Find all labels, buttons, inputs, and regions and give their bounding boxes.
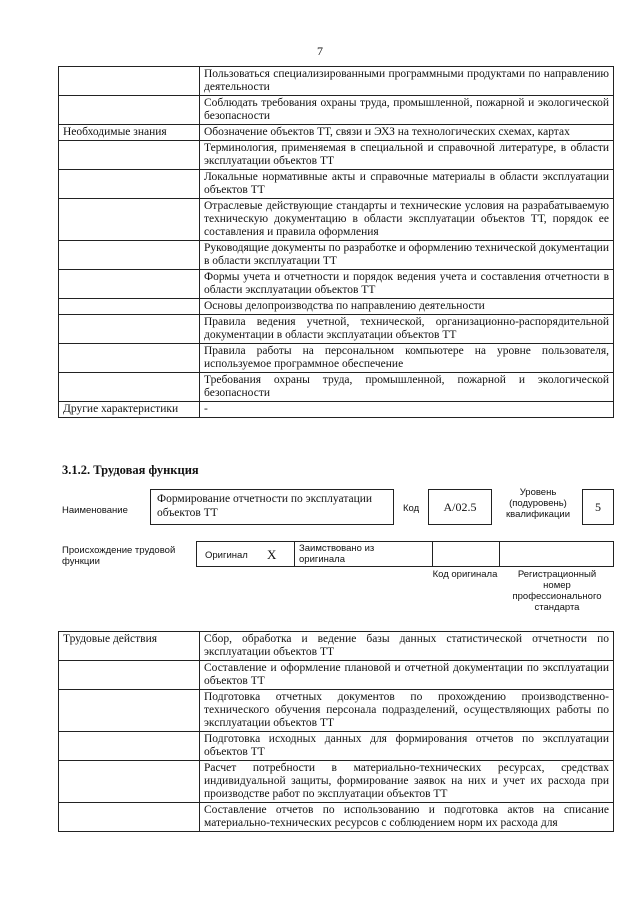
row-text: Расчет потребности в материально-технических ресурсах, средствах индивидуальной защиты, формирование заявок на них и учет их расхода при производстве работ по эксплуатации объектов ТТ: [200, 761, 614, 803]
row-text: -: [200, 402, 614, 418]
row-label: [59, 67, 200, 96]
row-label: [59, 315, 200, 344]
original-mark: X: [267, 547, 277, 562]
divider: [432, 541, 433, 567]
function-name-box: [150, 489, 394, 525]
table-row: [59, 632, 614, 661]
table-row: [59, 344, 614, 373]
code-original-label: Код оригинала: [432, 569, 498, 580]
row-label: [59, 241, 200, 270]
row-text: Требования охраны труда, промышленной, пожарной и экологической безопасности: [200, 373, 614, 402]
row-text: Составление отчетов по использованию и подготовка актов на списание материально-технических ресурсов с соблюдением норм их расхода для: [200, 803, 614, 832]
row-text: Соблюдать требования охраны труда, промышленной, пожарной и экологической безопасности: [200, 96, 614, 125]
row-text: Обозначение объектов ТТ, связи и ЭХЗ на технологических схемах, картах: [200, 125, 614, 141]
table-row: [59, 125, 614, 141]
table-row: [59, 241, 614, 270]
divider: [294, 541, 295, 567]
row-label: Необходимые знания: [59, 125, 200, 141]
table-row: [59, 373, 614, 402]
row-text: Локальные нормативные акты и справочные материалы в области эксплуатации объектов ТТ: [200, 170, 614, 199]
row-text: Правила ведения учетной, технической, организационно-распорядительной документации в области эксплуатации объектов ТТ: [200, 315, 614, 344]
table-row: [59, 661, 614, 690]
row-label: [59, 170, 200, 199]
table-row: [59, 141, 614, 170]
actions-table: [58, 631, 614, 832]
row-text: Пользоваться специализированными программными продуктами по направлению деятельности: [200, 67, 614, 96]
row-label: [59, 344, 200, 373]
qualification-level-value: 5: [595, 500, 601, 514]
table-row: [59, 402, 614, 418]
row-text: Правила работы на персональном компьютере на уровне пользователя, используемое программное обеспечение: [200, 344, 614, 373]
table-row: [59, 299, 614, 315]
section-title: 3.1.2. Трудовая функция: [62, 463, 199, 477]
row-text: Составление и оформление плановой и отчетной документации по эксплуатации объектов ТТ: [200, 661, 614, 690]
table-row: [59, 270, 614, 299]
row-label: [59, 299, 200, 315]
row-label: Трудовые действия: [59, 632, 200, 661]
origin-row: [196, 541, 614, 567]
page-number: 7: [317, 44, 323, 58]
function-code-box: [428, 489, 492, 525]
row-label: [59, 96, 200, 125]
function-name-value: Формирование отчетности по эксплуатации объектов ТТ: [157, 493, 373, 519]
origin-label: Происхождение трудовой функции: [62, 545, 176, 567]
table-row: [59, 315, 614, 344]
original-label: Оригинал: [205, 550, 248, 561]
row-label: [59, 199, 200, 241]
borrowed-label: Заимствовано из оригинала: [299, 543, 375, 565]
row-text: Отраслевые действующие стандарты и технические условия на разрабатываемую техническую документацию в области эксплуатации объектов ТТ, порядок ее составления и правила оформления: [200, 199, 614, 241]
divider: [499, 541, 500, 567]
row-text: Сбор, обработка и ведение базы данных статистической отчетности по эксплуатации объектов ТТ: [200, 632, 614, 661]
table-row: [59, 690, 614, 732]
row-label: [59, 803, 200, 832]
row-label: [59, 661, 200, 690]
qualification-level-label: Уровень (подуровень) квалификации: [505, 487, 571, 520]
function-code-value: A/02.5: [443, 500, 477, 514]
row-text: Подготовка отчетных документов по прохождению производственно-технического обучения персонала подразделений, осуществляющих работы по эксплуатации объектов ТТ: [200, 690, 614, 732]
row-text: Формы учета и отчетности и порядок ведения учета и составления отчетности в области эксплуатации объектов ТТ: [200, 270, 614, 299]
reg-number-label: Регистрационный номер профессионального стандарта: [512, 569, 602, 613]
row-label: [59, 141, 200, 170]
row-text: Терминология, применяемая в специальной и справочной литературе, в области эксплуатации объектов ТТ: [200, 141, 614, 170]
row-text: Руководящие документы по разработке и оформлению технической документации в области эксплуатации ТТ: [200, 241, 614, 270]
row-label: [59, 761, 200, 803]
table-row: [59, 732, 614, 761]
table-row: [59, 761, 614, 803]
row-text: Подготовка исходных данных для формирования отчетов по эксплуатации объектов ТТ: [200, 732, 614, 761]
row-label: [59, 373, 200, 402]
row-label: Другие характеристики: [59, 402, 200, 418]
row-text: Основы делопроизводства по направлению деятельности: [200, 299, 614, 315]
table-row: [59, 67, 614, 96]
row-label: [59, 270, 200, 299]
table-row: [59, 199, 614, 241]
name-label: Наименование: [62, 505, 128, 516]
row-label: [59, 732, 200, 761]
table-row: [59, 803, 614, 832]
code-label: Код: [403, 503, 420, 514]
table-row: [59, 170, 614, 199]
qualification-level-box: [582, 489, 614, 525]
table-row: [59, 96, 614, 125]
row-label: [59, 690, 200, 732]
knowledge-table: [58, 66, 614, 418]
